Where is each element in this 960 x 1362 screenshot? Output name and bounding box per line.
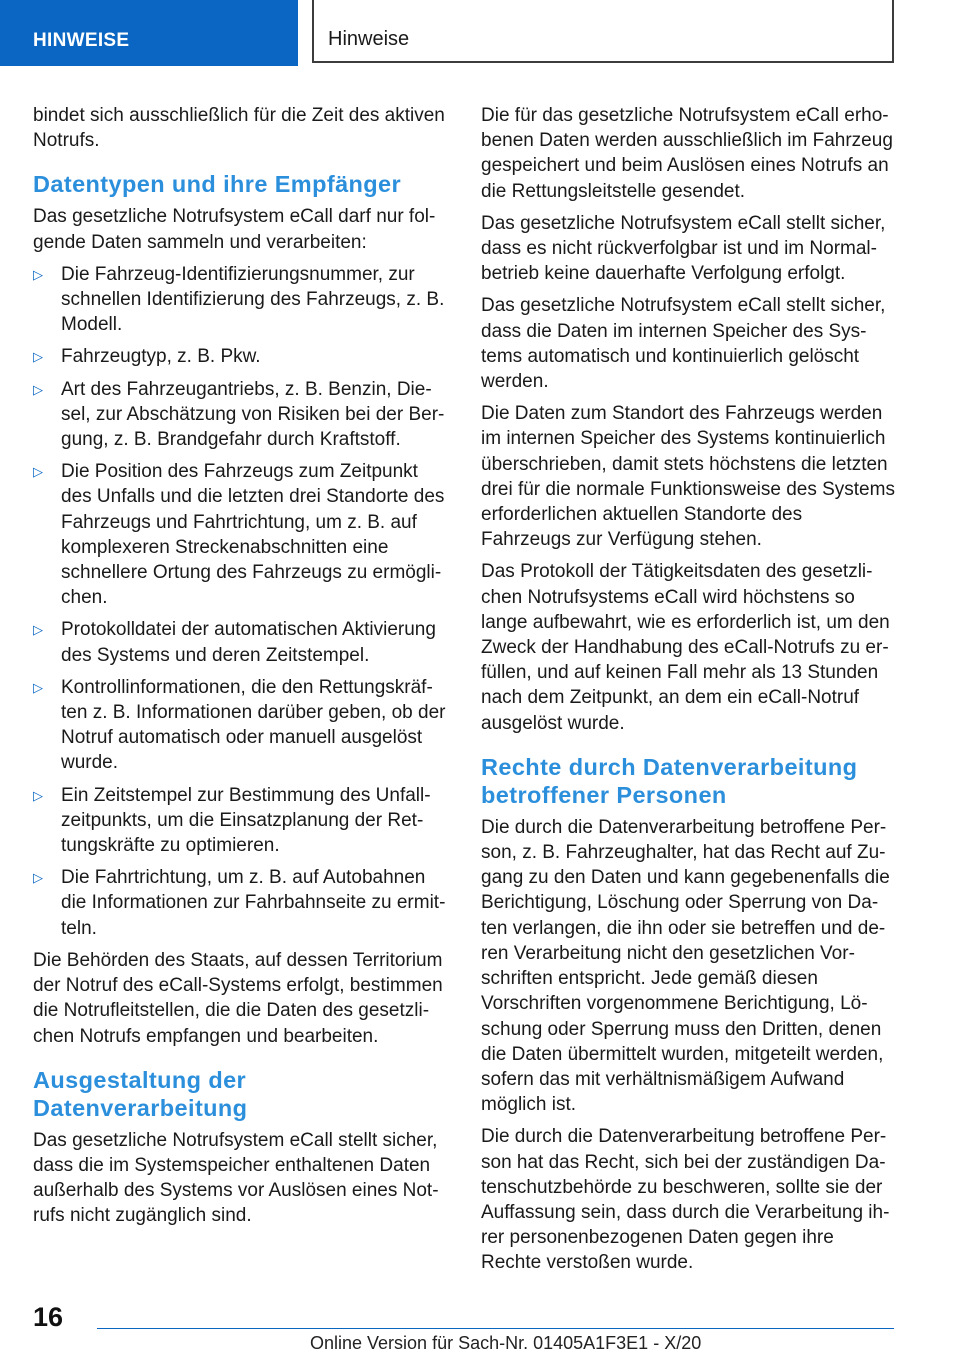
right-column [481, 103, 897, 1283]
intro-paragraph: bindet sich ausschließlich für die Zeit des aktiven Notrufs. [33, 105, 445, 152]
list-item-text: Kontrollinformationen, die den Rettungskräften z. B. Informationen darüber geben, ob der Notruf automatisch oder manuell ausgelöst wurde. [61, 676, 446, 774]
section-title: Hinweise [312, 0, 894, 63]
triangle-bullet-icon: ▷ [33, 381, 43, 397]
footer-version-text: Online Version für Sach-Nr. 01405A1F3E1 - X/20 [310, 1333, 702, 1353]
chapter-tab: HINWEISE [0, 0, 298, 66]
left-column [33, 103, 449, 1236]
heading-rights: Rechte durch Datenverarbeitung betroffener Personen [481, 753, 858, 808]
triangle-bullet-icon: ▷ [33, 266, 43, 282]
triangle-bullet-icon: ▷ [33, 622, 43, 638]
list-item [33, 783, 449, 859]
list-item-text: Art des Fahrzeugantriebs, z. B. Benzin, Diesel, zur Abschätzung von Risiken bei der Bergung, z. B. Brandgefahr durch Kraftstoff. [61, 378, 445, 451]
list-item [33, 459, 449, 610]
paragraph: Die für das gesetzliche Notrufsystem eCall erhobenen Daten werden ausschließlich im Fahrzeug gespeichert und beim Auslösen eines Notrufs an die Rettungsleitstelle gesendet. [481, 105, 893, 202]
list-item-text: Die Fahrzeug-Identifizierungsnummer, zur schnellen Identifizierung des Fahrzeugs, z. B. Modell. [61, 263, 445, 336]
page-number: 16 [33, 1302, 64, 1332]
triangle-bullet-icon: ▷ [33, 464, 43, 480]
list-item-text: Fahrzeugtyp, z. B. Pkw. [61, 346, 261, 368]
paragraph: Das gesetzliche Notrufsystem eCall stellt sicher, dass es nicht rückverfolgbar ist und im Normalbetrieb keine dauerhafte Verfolgung erfolgt. [481, 212, 886, 285]
triangle-bullet-icon: ▷ [33, 349, 43, 365]
paragraph: Das Protokoll der Tätigkeitsdaten des gesetzlichen Notrufsystems eCall wird höchstens so lange aufbewahrt, wie es erforderlich ist, um den Zweck der Handhabung des eCall-Notrufs zu erfüllen, und auf keinen Fall mehr als 13 Stunden nach dem Zeitpunkt, an dem ein eCall-Notruf ausgelöst wurde. [481, 561, 890, 734]
paragraph: Das gesetzliche Notrufsystem eCall stellt sicher, dass die Daten im internen Speicher des Systems automatisch und kontinuierlich gelöscht werden. [481, 295, 886, 393]
list-item [33, 865, 449, 941]
authorities-paragraph: Die Behörden des Staats, auf dessen Territorium der Notruf des eCall-Systems erfolgt, bestimmen die Notrufleitstellen, die die Daten des gesetzlichen Notrufs empfangen und bearbeiten. [33, 949, 443, 1047]
heading-processing: Ausgestaltung der Datenverarbeitung [33, 1066, 248, 1121]
triangle-bullet-icon: ▷ [33, 870, 43, 886]
paragraph: Die Daten zum Standort des Fahrzeugs werden im internen Speicher des Systems kontinuierlich überschrieben, damit stets höchstens die letzten drei für die normale Funktionsweise des Systems erforderlichen aktuellen Standorte des Fahrzeugs zur Verfügung stehen. [481, 403, 895, 551]
processing-paragraph: Das gesetzliche Notrufsystem eCall stellt sicher, dass die im Systemspeicher enthaltenen Daten außerhalb des Systems vor Auslösen eines Notrufs nicht zugänglich sind. [33, 1129, 439, 1227]
rights-paragraph: Die durch die Datenverarbeitung betroffene Person, z. B. Fahrzeughalter, hat das Recht auf Zugang zu den Daten und kann gegebenenfalls die Berichtigung, Löschung oder Sperrung von Daten verlangen, die ihn oder sie betreffen und deren Verarbeitung nicht den gesetzlichen Vorschriften entspricht. Jede gemäß diesen Vorschriften vorgenommene Berichtigung, Löschung oder Sperrung muss den Dritten, denen die Daten übermittelt wurden, mitgeteilt werden, sofern das mit verhältnismäßigem Aufwand möglich ist. [481, 816, 890, 1116]
list-item [33, 377, 449, 453]
datatypes-intro: Das gesetzliche Notrufsystem eCall darf nur folgende Daten sammeln und verarbeiten: [33, 206, 436, 253]
triangle-bullet-icon: ▷ [33, 787, 43, 803]
heading-datatypes: Datentypen und ihre Empfänger [33, 171, 402, 198]
datatypes-list [33, 262, 449, 941]
list-item-text: Die Fahrtrichtung, um z. B. auf Autobahnen die Informationen zur Fahrbahnseite zu ermitteln. [61, 867, 446, 939]
list-item [33, 344, 449, 369]
list-item-text: Protokolldatei der automatischen Aktivierung des Systems und deren Zeitstempel. [61, 619, 436, 666]
rights-paragraph: Die durch die Datenverarbeitung betroffene Person hat das Recht, sich bei der zuständigen Datenschutzbehörde zu beschweren, sollte sie der Auffassung sein, dass durch die Verarbeitung ihrer personenbezogenen Daten gegen ihre Rechte verstoßen wurde. [481, 1126, 890, 1274]
list-item-text: Ein Zeitstempel zur Bestimmung des Unfallzeitpunkts, um die Einsatzplanung der Rettungskräfte zu optimieren. [61, 784, 431, 857]
footer-divider [97, 1328, 894, 1329]
list-item-text: Die Position des Fahrzeugs zum Zeitpunkt des Unfalls und die letzten drei Standorte des Fahrzeugs und Fahrtrichtung, um z. B. auf komplexeren Streckenabschnitten eine schnellere Ortung des Fahrzeugs zu ermöglichen. [61, 461, 445, 609]
list-item [33, 617, 449, 667]
triangle-bullet-icon: ▷ [33, 679, 43, 695]
list-item [33, 262, 449, 338]
list-item [33, 675, 449, 776]
